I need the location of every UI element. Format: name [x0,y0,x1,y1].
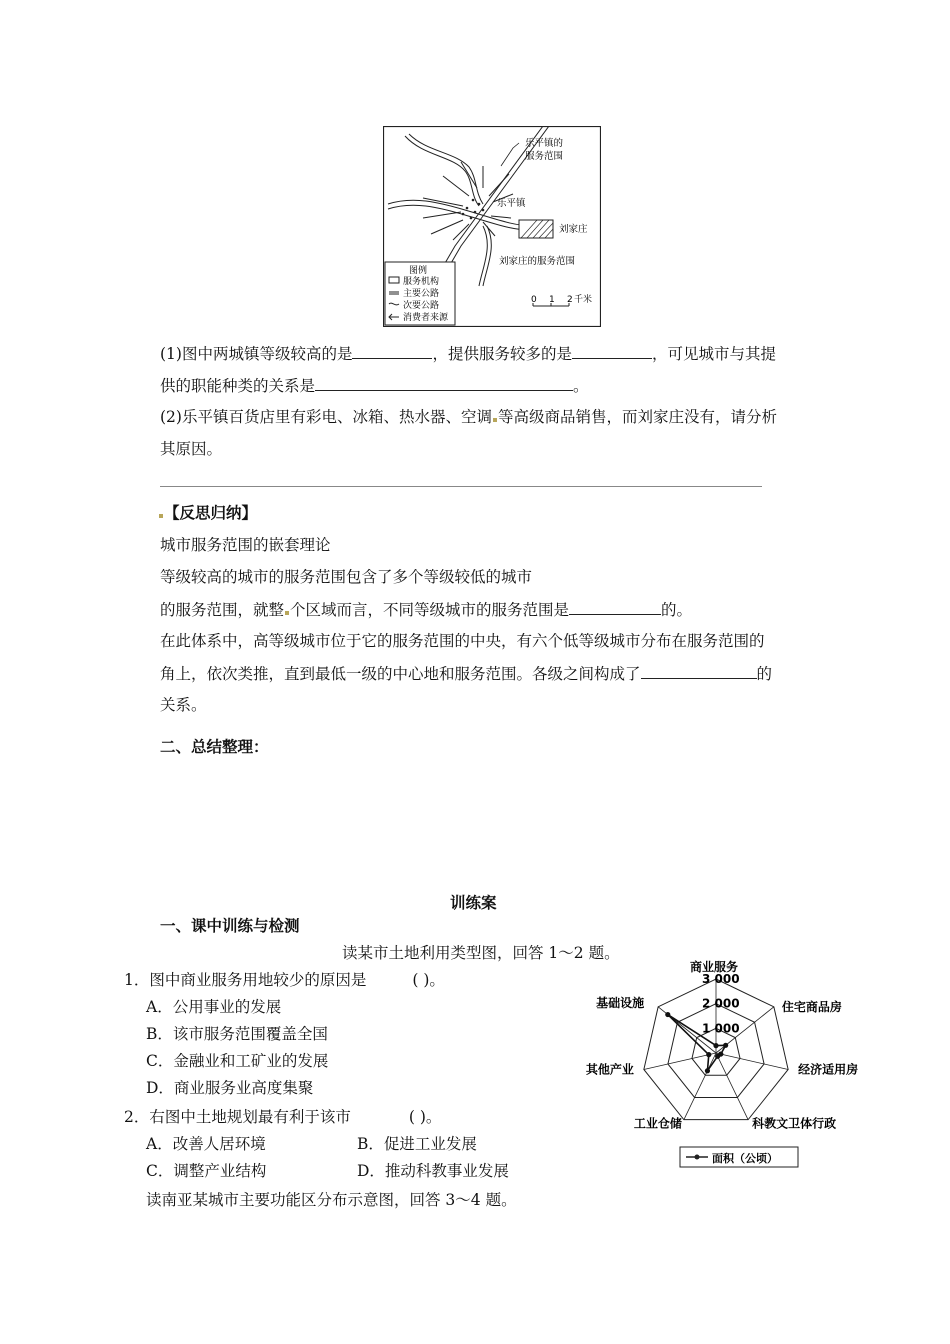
radar-spoke [716,1053,788,1069]
reflect-line-2: 等级较高的城市的服务范围包含了多个等级较低的城市 [160,568,533,586]
radar-spoke [716,1053,748,1120]
question-2-line1: (2)乐平镇百货店里有彩电、冰箱、热水器、空调 等高级商品销售，而刘家庄没有，请分析 [160,408,777,426]
answer-blank-structure[interactable] [641,663,757,679]
training-title: 训练案 [450,894,497,912]
legend-item-consumer: 消费者来源 [403,313,449,323]
legend-item-secondary-road: 次要公路 [403,301,440,311]
intro-q3-4: 读南亚某城市主要功能区分布示意图，回答 3～4 题。 [146,1191,517,1209]
radar-point [665,1012,670,1017]
question-1-line2: 供的职能种类的关系是 。 [160,377,589,395]
radar-category-label: 科教文卫体行政 [752,1116,837,1131]
reflect-line-1: 城市服务范围的嵌套理论 [160,536,331,554]
radar-point [715,1054,720,1059]
q1-stem: 1．图中商业服务用地较少的原因是 ( )。 [124,971,445,989]
reflect-line-5: 角上，依次类推，直到最低一级的中心地和服务范围。各级之间构成了 的 [160,665,773,683]
radar-point [713,1043,718,1048]
legend-item-main-road: 主要公路 [403,289,440,299]
question-2-line2: 其原因。 [160,440,223,458]
radar-spoke [644,1053,716,1069]
radar-point [723,1043,728,1048]
service-range-map [383,126,601,327]
radar-legend [680,1147,798,1167]
intro-q1-2: 读某市土地利用类型图，回答 1～2 题。 [342,944,620,962]
label-leping-range-2: 服务范围 [525,151,564,162]
section-1-title: 一、课中训练与检测 [160,917,300,935]
summary-title: 二、总结整理： [160,738,269,756]
answer-blank-nested[interactable] [569,599,661,615]
radar-tick-label: 3 000 [702,972,740,986]
q2-stem: 2．右图中土地规划最有利于该市 ( )。 [124,1108,442,1126]
scale-unit: 千米 [574,295,593,305]
answer-blank-relation[interactable] [315,375,573,391]
q1-option-d[interactable]: D．商业服务业高度集聚 [146,1079,314,1097]
scale-tick-1: 1 [549,295,555,305]
scale-tick-2: 2 [567,295,573,305]
radar-point [705,1068,710,1073]
radar-category-label: 工业仓储 [633,1116,682,1131]
reflect-line-6: 关系。 [160,696,207,714]
answer-line[interactable] [160,486,762,487]
q1-part-a: (1)图中两城镇等级较高的是 [160,345,353,363]
radar-point [706,1052,711,1057]
q1-option-c[interactable]: C．金融业和工矿业的发展 [146,1052,329,1070]
reflect-line-4: 在此体系中，高等级城市位于它的服务范围的中央，有六个低等级城市分布在服务范围的 [160,632,765,650]
label-liujia: 刘家庄 [559,224,588,235]
liujia-service-box [519,220,553,238]
q2-option-b[interactable]: B．促进工业发展 [357,1135,477,1153]
radar-category-label: 经济适用房 [798,1062,859,1077]
radar-category-label: 基础设施 [596,995,645,1010]
q2-option-c[interactable]: C．调整产业结构 [146,1162,267,1180]
answer-blank-more-service[interactable] [572,343,652,359]
reflect-line-3: 的服务范围，就整 个区域而言，不同等级城市的服务范围是 的。 [160,601,693,619]
q1-option-b[interactable]: B．该市服务范围覆盖全国 [146,1025,328,1043]
radar-spoke [684,1053,716,1120]
land-use-radar-chart [580,960,860,1174]
label-leping-range-1: 乐平镇的 [525,138,564,149]
radar-category-label: 商业服务 [690,960,739,974]
reflect-title: 【反思归纳】 [158,503,257,523]
label-leping: 乐平镇 [497,198,526,209]
radar-tick-labels [702,972,740,1035]
legend-item-service: 服务机构 [403,277,440,287]
q2-option-a[interactable]: A．改善人居环境 [146,1135,266,1153]
q1-option-a[interactable]: A．公用事业的发展 [146,998,282,1016]
answer-blank-higher-town[interactable] [352,343,432,359]
radar-category-label: 住宅商品房 [781,999,842,1014]
radar-tick-label: 2 000 [702,996,740,1011]
label-liujia-range: 刘家庄的服务范围 [499,256,576,267]
question-1-line1: (1)图中两城镇等级较高的是 ，提供服务较多的是 ，可见城市与其提 [160,345,776,363]
scale-tick-0: 0 [531,295,537,305]
legend-title: 图例 [409,266,428,276]
q2-option-d[interactable]: D．推动科教事业发展 [357,1162,509,1180]
radar-category-label: 其他产业 [585,1062,634,1077]
radar-legend-label: 面积（公顷） [712,1152,778,1165]
radar-tick-label: 1 000 [702,1021,740,1036]
